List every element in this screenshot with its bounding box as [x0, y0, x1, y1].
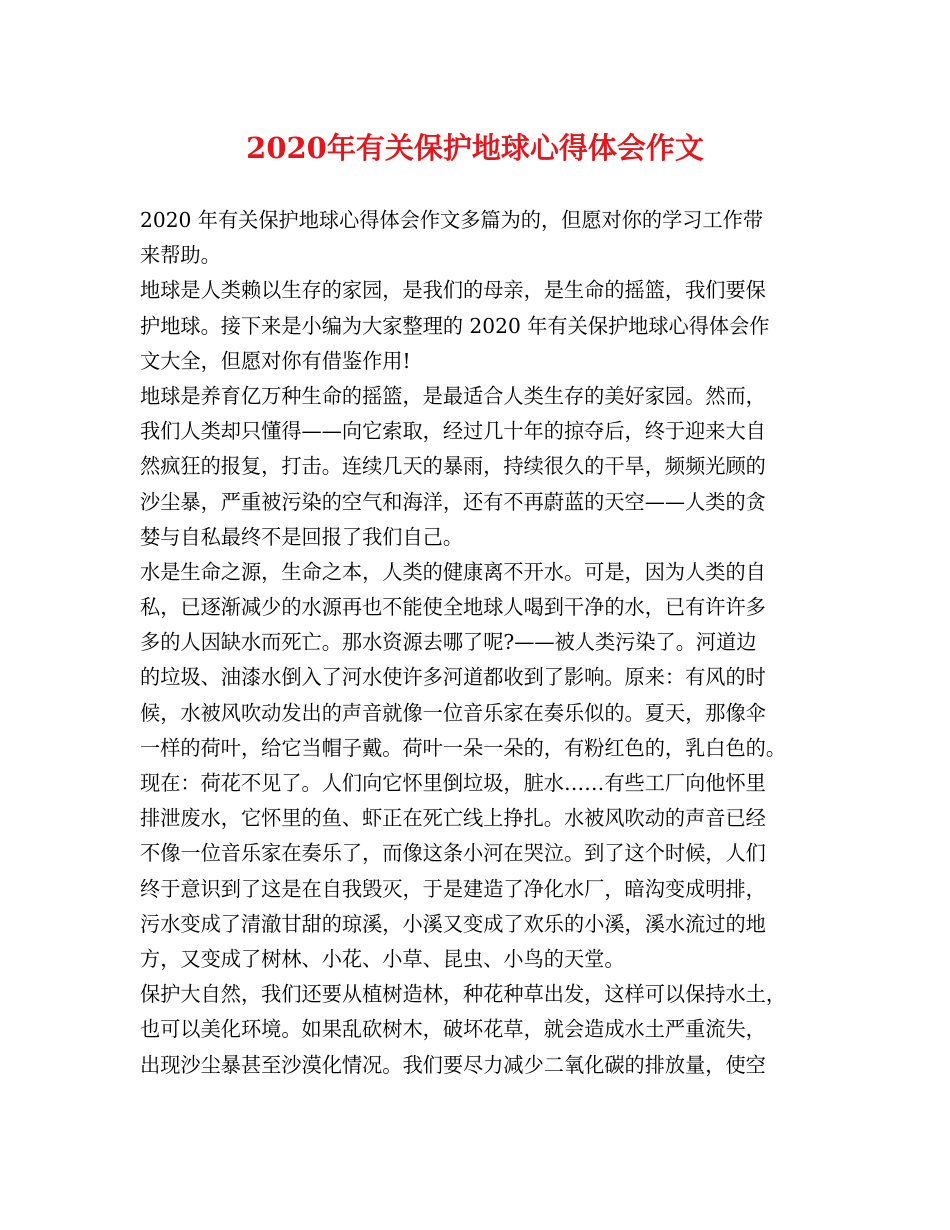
body-line: 然疯狂的报复，打击。连续几天的暴雨，持续很久的干旱，频频光顾的: [140, 454, 766, 479]
body-line: 2020 年有关保护地球心得体会作文多篇为的，但愿对你的学习工作带: [140, 208, 764, 232]
body-line: 保护大自然，我们还要从植树造林，种花种草出发，这样可以保持水土，: [140, 982, 787, 1007]
body-line: 水是生命之源，生命之本，人类的健康离不开水。可是，因为人类的自: [140, 559, 766, 584]
body-line: 私，已逐渐减少的水源再也不能使全地球人喝到干净的水，已有许许多: [140, 595, 766, 620]
body-line: 一样的荷叶，给它当帽子戴。荷叶一朵一朵的，有粉红色的，乳白色的。: [140, 735, 787, 760]
body-line: 婪与自私最终不是回报了我们自己。: [140, 524, 464, 549]
body-line: 护地球。接下来是小编为大家整理的 2020 年有关保护地球心得体会作: [140, 313, 770, 338]
body-line: 候，水被风吹动发出的声音就像一位音乐家在奏乐似的。夏天，那像伞: [140, 700, 766, 725]
body-line: 地球是养育亿万种生命的摇篮，是最适合人类生存的美好家园。然而，: [140, 383, 766, 408]
body-line: 文大全，但愿对你有借鉴作用!: [140, 348, 411, 373]
document-body: [140, 203, 830, 1083]
body-line: 出现沙尘暴甚至沙漠化情况。我们要尽力减少二氧化碳的排放量，使空: [140, 1052, 766, 1077]
body-line: 方，又变成了树林、小花、小草、昆虫、小鸟的天堂。: [140, 946, 625, 971]
body-line: 的垃圾、油漆水倒入了河水使许多河道都收到了影响。原来：有风的时: [140, 665, 766, 690]
body-line: 污水变成了清澈甘甜的琼溪，小溪又变成了欢乐的小溪，溪水流过的地: [140, 911, 766, 936]
body-line: 沙尘暴，严重被污染的空气和海洋，还有不再蔚蓝的天空——人类的贪: [140, 489, 766, 514]
body-line: 我们人类却只懂得——向它索取，经过几十年的掠夺后，终于迎来大自: [140, 419, 766, 444]
body-line: 来帮助。: [140, 243, 221, 268]
body-line: 地球是人类赖以生存的家园，是我们的母亲，是生命的摇篮，我们要保: [140, 278, 766, 303]
body-line: 排泄废水，它怀里的鱼、虾正在死亡线上挣扎。水被风吹动的声音已经: [140, 806, 766, 831]
body-line: 也可以美化环境。如果乱砍树木，破坏花草，就会造成水土严重流失，: [140, 1017, 766, 1042]
body-line: 不像一位音乐家在奏乐了，而像这条小河在哭泣。到了这个时候，人们: [140, 841, 766, 866]
body-line: 多的人因缺水而死亡。那水资源去哪了呢?——被人类污染了。河道边: [140, 630, 757, 655]
body-line: 现在：荷花不见了。人们向它怀里倒垃圾，脏水……有些工厂向他怀里: [140, 771, 766, 795]
body-line: 终于意识到了这是在自我毁灭，于是建造了净化水厂，暗沟变成明排，: [140, 876, 766, 901]
document-title: 2020年有关保护地球心得体会作文: [246, 131, 704, 165]
